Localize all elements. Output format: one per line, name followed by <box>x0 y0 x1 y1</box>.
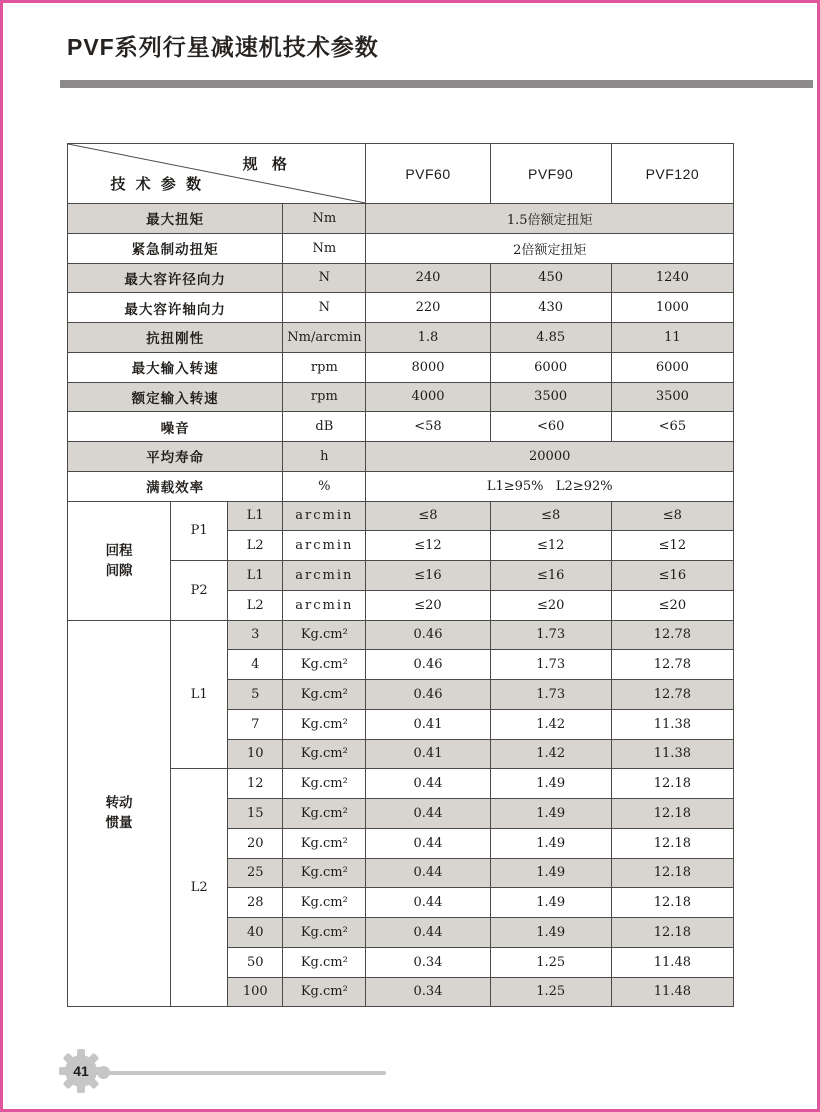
ratio-cell: 10 <box>228 739 283 769</box>
unit-cell: rpm <box>283 382 366 412</box>
corner-spec-label: 规 格 <box>242 156 292 173</box>
ratio-cell: 5 <box>228 680 283 710</box>
value-cell-pvf90: 1.25 <box>490 947 611 977</box>
unit-cell: Nm <box>283 233 366 263</box>
value-cell-pvf60: 240 <box>366 263 490 293</box>
param-label-cell: 最大扭矩 <box>68 204 283 234</box>
value-cell-pvf60: 0.44 <box>366 858 490 888</box>
unit-cell: Kg.cm² <box>283 650 366 680</box>
value-cell-pvf90: 1.49 <box>490 769 611 799</box>
value-cell-pvf60: 0.44 <box>366 799 490 829</box>
table-row <box>68 501 734 531</box>
header-row <box>68 144 734 204</box>
value-cell-pvf120: 6000 <box>611 352 733 382</box>
span-value-cell: L1≥95% L2≥92% <box>366 471 734 501</box>
value-cell-pvf90: 450 <box>490 263 611 293</box>
value-cell-pvf120: 11.38 <box>611 739 733 769</box>
param-label-cell: 额定输入转速 <box>68 382 283 412</box>
param-label-cell: 紧急制动扭矩 <box>68 233 283 263</box>
ratio-cell: 7 <box>228 709 283 739</box>
table-row <box>68 323 734 353</box>
unit-cell: N <box>283 263 366 293</box>
value-cell-pvf60: 0.34 <box>366 977 490 1007</box>
value-cell-pvf120: 12.78 <box>611 620 733 650</box>
stage-cell: L2 <box>228 590 283 620</box>
unit-cell: Kg.cm² <box>283 947 366 977</box>
span-value-cell: 20000 <box>366 442 734 472</box>
page-title: PVF系列行星减速机技术参数 <box>67 34 379 60</box>
ratio-cell: 4 <box>228 650 283 680</box>
value-cell-pvf90: 1.49 <box>490 828 611 858</box>
ratio-cell: 25 <box>228 858 283 888</box>
value-cell-pvf120: <65 <box>611 412 733 442</box>
value-cell-pvf90: 1.73 <box>490 650 611 680</box>
value-cell-pvf90: 3500 <box>490 382 611 412</box>
ratio-cell: 50 <box>228 947 283 977</box>
value-cell-pvf120: 1000 <box>611 293 733 323</box>
footer-line <box>104 1071 386 1075</box>
stage-cell: L1 <box>228 561 283 591</box>
value-cell-pvf120: ≤12 <box>611 531 733 561</box>
precision-class-cell: P2 <box>171 561 228 621</box>
stage-cell: L1 <box>228 501 283 531</box>
value-cell-pvf120: 12.78 <box>611 650 733 680</box>
value-cell-pvf90: 1.42 <box>490 709 611 739</box>
unit-cell: h <box>283 442 366 472</box>
value-cell-pvf90: ≤12 <box>490 531 611 561</box>
param-label-cell: 平均寿命 <box>68 442 283 472</box>
param-label-cell: 噪音 <box>68 412 283 442</box>
backlash-group-cell-line: 间隙 <box>105 562 133 578</box>
stage-cell: L2 <box>228 531 283 561</box>
value-cell-pvf90: 1.49 <box>490 888 611 918</box>
value-cell-pvf120: 12.18 <box>611 888 733 918</box>
unit-cell: rpm <box>283 352 366 382</box>
table-row <box>68 412 734 442</box>
inertia-group-cell-line: 惯量 <box>105 815 133 831</box>
ratio-cell: 28 <box>228 888 283 918</box>
param-label-cell: 最大容许径向力 <box>68 263 283 293</box>
value-cell-pvf60: 0.44 <box>366 769 490 799</box>
unit-cell: Kg.cm² <box>283 799 366 829</box>
value-cell-pvf90: 430 <box>490 293 611 323</box>
value-cell-pvf60: ≤20 <box>366 590 490 620</box>
unit-cell: dB <box>283 412 366 442</box>
value-cell-pvf90: 1.25 <box>490 977 611 1007</box>
value-cell-pvf90: 1.49 <box>490 918 611 948</box>
param-label-cell: 抗扭刚性 <box>68 323 283 353</box>
value-cell-pvf120: 3500 <box>611 382 733 412</box>
table-row <box>68 382 734 412</box>
table-row <box>68 442 734 472</box>
table-row <box>68 352 734 382</box>
backlash-group-cell-line: 回程 <box>105 542 133 558</box>
value-cell-pvf90: ≤16 <box>490 561 611 591</box>
value-cell-pvf120: 12.18 <box>611 769 733 799</box>
unit-cell: % <box>283 471 366 501</box>
page-number: 41 <box>73 1063 89 1079</box>
value-cell-pvf60: ≤12 <box>366 531 490 561</box>
title-divider <box>60 80 813 88</box>
value-cell-pvf60: 0.44 <box>366 918 490 948</box>
value-cell-pvf90: 1.73 <box>490 680 611 710</box>
span-value-cell: 1.5倍额定扭矩 <box>366 204 734 234</box>
column-header-pvf90: PVF90 <box>490 144 611 204</box>
value-cell-pvf120: 12.18 <box>611 799 733 829</box>
value-cell-pvf90: 1.49 <box>490 858 611 888</box>
value-cell-pvf60: 220 <box>366 293 490 323</box>
unit-cell: Kg.cm² <box>283 828 366 858</box>
unit-cell: Kg.cm² <box>283 739 366 769</box>
unit-cell: arcmin <box>283 501 366 531</box>
table-row <box>68 620 734 650</box>
value-cell-pvf60: 0.46 <box>366 620 490 650</box>
backlash-group-cell <box>68 501 171 620</box>
table-row <box>68 233 734 263</box>
value-cell-pvf60: 1.8 <box>366 323 490 353</box>
table-row <box>68 293 734 323</box>
value-cell-pvf60: ≤8 <box>366 501 490 531</box>
unit-cell: N <box>283 293 366 323</box>
value-cell-pvf60: 0.46 <box>366 680 490 710</box>
param-label-cell: 最大容许轴向力 <box>68 293 283 323</box>
value-cell-pvf120: 12.18 <box>611 828 733 858</box>
value-cell-pvf90: 4.85 <box>490 323 611 353</box>
unit-cell: arcmin <box>283 561 366 591</box>
unit-cell: Kg.cm² <box>283 680 366 710</box>
unit-cell: Kg.cm² <box>283 858 366 888</box>
unit-cell: arcmin <box>283 590 366 620</box>
value-cell-pvf60: 0.44 <box>366 828 490 858</box>
unit-cell: Kg.cm² <box>283 769 366 799</box>
spec-table <box>67 143 734 1007</box>
value-cell-pvf90: ≤20 <box>490 590 611 620</box>
value-cell-pvf60: <58 <box>366 412 490 442</box>
inertia-group-cell <box>68 620 171 1007</box>
value-cell-pvf60: 4000 <box>366 382 490 412</box>
stage-cell: L1 <box>171 620 228 769</box>
stage-cell: L2 <box>171 769 228 1007</box>
value-cell-pvf60: 0.44 <box>366 888 490 918</box>
param-label-cell: 最大输入转速 <box>68 352 283 382</box>
value-cell-pvf120: 12.18 <box>611 858 733 888</box>
value-cell-pvf120: ≤16 <box>611 561 733 591</box>
precision-class-cell: P1 <box>171 501 228 561</box>
value-cell-pvf120: 11 <box>611 323 733 353</box>
value-cell-pvf60: 0.41 <box>366 709 490 739</box>
corner-cell <box>68 144 366 204</box>
ratio-cell: 20 <box>228 828 283 858</box>
unit-cell: Kg.cm² <box>283 918 366 948</box>
value-cell-pvf120: 11.38 <box>611 709 733 739</box>
ratio-cell: 40 <box>228 918 283 948</box>
ratio-cell: 12 <box>228 769 283 799</box>
unit-cell: Kg.cm² <box>283 977 366 1007</box>
span-value-cell: 2倍额定扭矩 <box>366 233 734 263</box>
table-row <box>68 204 734 234</box>
unit-cell: Kg.cm² <box>283 709 366 739</box>
value-cell-pvf120: 1240 <box>611 263 733 293</box>
ratio-cell: 100 <box>228 977 283 1007</box>
unit-cell: arcmin <box>283 531 366 561</box>
value-cell-pvf60: 0.41 <box>366 739 490 769</box>
unit-cell: Nm <box>283 204 366 234</box>
inertia-group-cell-line: 转动 <box>105 795 133 811</box>
value-cell-pvf90: 1.73 <box>490 620 611 650</box>
value-cell-pvf60: 0.34 <box>366 947 490 977</box>
value-cell-pvf90: 1.49 <box>490 799 611 829</box>
value-cell-pvf90: 6000 <box>490 352 611 382</box>
table-row <box>68 471 734 501</box>
param-label-cell: 满载效率 <box>68 471 283 501</box>
column-header-pvf120: PVF120 <box>611 144 733 204</box>
value-cell-pvf120: ≤20 <box>611 590 733 620</box>
value-cell-pvf60: 0.46 <box>366 650 490 680</box>
value-cell-pvf90: <60 <box>490 412 611 442</box>
unit-cell: Kg.cm² <box>283 888 366 918</box>
value-cell-pvf60: ≤16 <box>366 561 490 591</box>
ratio-cell: 3 <box>228 620 283 650</box>
value-cell-pvf90: 1.42 <box>490 739 611 769</box>
value-cell-pvf120: 12.18 <box>611 918 733 948</box>
value-cell-pvf90: ≤8 <box>490 501 611 531</box>
unit-cell: Nm/arcmin <box>283 323 366 353</box>
unit-cell: Kg.cm² <box>283 620 366 650</box>
value-cell-pvf120: 11.48 <box>611 947 733 977</box>
table-row <box>68 263 734 293</box>
column-header-pvf60: PVF60 <box>366 144 490 204</box>
value-cell-pvf120: ≤8 <box>611 501 733 531</box>
corner-param-label: 技 术 参 数 <box>110 176 204 193</box>
ratio-cell: 15 <box>228 799 283 829</box>
value-cell-pvf120: 11.48 <box>611 977 733 1007</box>
value-cell-pvf120: 12.78 <box>611 680 733 710</box>
value-cell-pvf60: 8000 <box>366 352 490 382</box>
